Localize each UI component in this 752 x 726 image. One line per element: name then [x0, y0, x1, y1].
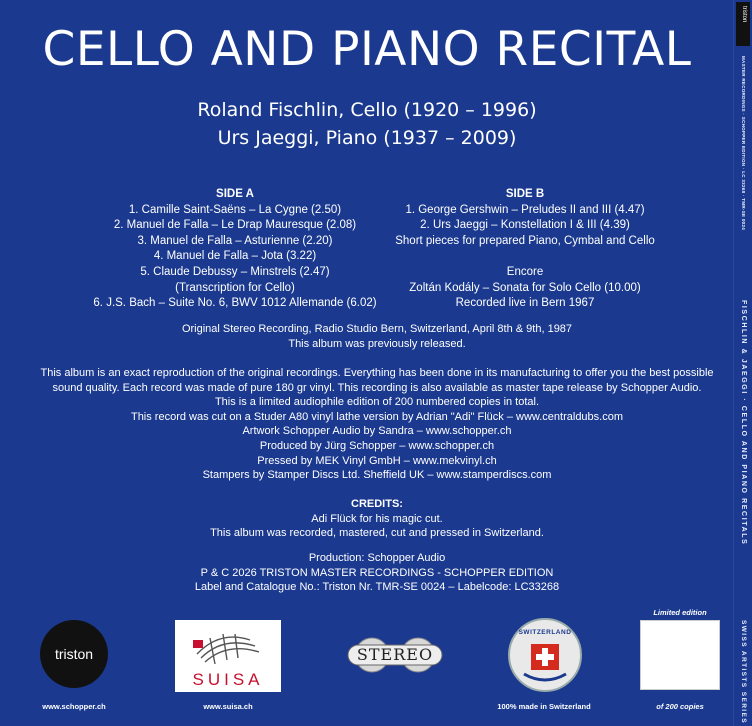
suisa-logo	[175, 620, 281, 692]
credit-line: Adi Flück for his magic cut.	[311, 512, 443, 525]
artist-cello: Roland Fischlin, Cello (1920 – 1996)	[197, 99, 537, 121]
side-a-tracklist	[70, 187, 400, 312]
encore-header: Encore	[506, 265, 544, 278]
track-line: 6. J.S. Bach – Suite No. 6, BWV 1012 Allemande (6.02)	[93, 297, 377, 310]
artist-piano: Urs Jaeggi, Piano (1937 – 2009)	[217, 127, 517, 149]
track-line: 1. Camille Saint-Saëns – La Cygne (2.50)	[128, 203, 342, 216]
track-line: 3. Manuel de Falla – Asturienne (2.20)	[137, 234, 333, 247]
label-info	[20, 551, 734, 595]
track-line: (Transcription for Cello)	[175, 281, 295, 294]
side-b-tracklist	[380, 187, 670, 312]
swiss-made-logo	[508, 618, 582, 692]
label-line: P & C 2026 TRISTON MASTER RECORDINGS - SCHOPPER EDITION	[200, 566, 554, 579]
track-line: 5. Claude Debussy – Minstrels (2.47)	[140, 265, 330, 278]
limited-caption: of 200 copies	[656, 702, 704, 711]
spine-main-text: FISCHLIN & JAEGGI · CELLO AND PIANO RECITALS	[740, 300, 747, 546]
swiss-caption: 100% made in Switzerland	[497, 702, 591, 711]
recording-line: This album was previously released.	[288, 337, 466, 350]
credits-header: CREDITS:	[351, 498, 403, 510]
stereo-logo-text: STEREO	[356, 645, 434, 664]
recording-info	[20, 322, 734, 351]
swiss-ring-text: SWITZERLAND	[518, 629, 572, 636]
note-line: This album is an exact reproduction of the original recordings. Everything has been done in its manufacturing to offer you the best possible	[40, 367, 714, 379]
note-line: Stampers by Stamper Discs Ltd. Sheffield UK – www.stamperdiscs.com	[202, 469, 552, 482]
note-line: Produced by Jürg Schopper – www.schopper.ch	[259, 439, 495, 452]
stereo-logo	[342, 636, 448, 674]
side-b-header: SIDE B	[505, 188, 545, 200]
triston-logo-text: triston	[54, 646, 94, 662]
note-line: Pressed by MEK Vinyl GmbH – www.mekvinyl.ch	[257, 454, 497, 467]
recording-line: Original Stereo Recording, Radio Studio Bern, Switzerland, April 8th & 9th, 1987	[181, 323, 573, 335]
note-line: Artwork Schopper Audio by Sandra – www.schopper.ch	[242, 425, 512, 438]
track-line: 2. Manuel de Falla – Le Drap Mauresque (2.08)	[113, 219, 357, 232]
track-line: 4. Manuel de Falla – Jota (3.22)	[153, 250, 317, 263]
logo-row	[0, 608, 734, 726]
side-a-header: SIDE A	[216, 188, 254, 200]
limited-edition-label: Limited edition	[653, 608, 707, 617]
spine-triston-logo	[736, 2, 750, 46]
track-line: Zoltán Kodály – Sonata for Solo Cello (10.00)	[409, 281, 641, 294]
credits-block	[20, 497, 734, 541]
note-line: This is a limited audiophile edition of 200 numbered copies in total.	[214, 396, 540, 409]
suisa-caption: www.suisa.ch	[203, 702, 253, 711]
artists-block	[0, 96, 734, 152]
triston-logo	[40, 620, 108, 688]
suisa-logo-text: SUISA	[192, 670, 264, 689]
label-line: Production: Schopper Audio	[308, 552, 446, 564]
spine-small-text: MASTER RECORDINGS · SCHOPPER EDITION · LC 33268 · TMR-SE 0024	[741, 56, 746, 231]
spine-bottom-text: SWISS ARTISTS SERIES	[740, 620, 747, 724]
swiss-flag-icon	[510, 620, 580, 690]
note-line: sound quality. Each record was made of pure 180 gr vinyl. This recording is also available as master tape release by Schopper Audio.	[52, 381, 702, 394]
album-title: CELLO AND PIANO RECITAL	[42, 22, 692, 77]
track-line: Short pieces for prepared Piano, Cymbal and Cello	[395, 234, 655, 247]
production-notes	[20, 366, 734, 483]
track-line: 2. Urs Jaeggi – Konstellation I & III (4.39)	[420, 219, 630, 232]
label-line: Label and Catalogue No.: Triston Nr. TMR-SE 0024 – Labelcode: LC33268	[194, 581, 560, 594]
track-spacer	[380, 249, 670, 265]
copy-number-box	[640, 620, 720, 690]
credit-line: This album was recorded, mastered, cut and pressed in Switzerland.	[210, 527, 544, 540]
note-line: This record was cut on a Studer A80 vinyl lathe version by Adrian "Adi" Flück – www.centraldubs.com	[130, 410, 624, 423]
track-line: Recorded live in Bern 1967	[455, 297, 595, 310]
spine-logo-text: triston	[741, 6, 747, 23]
triston-caption: www.schopper.ch	[42, 702, 106, 711]
spine	[733, 0, 752, 726]
track-line: 1. George Gershwin – Preludes II and III (4.47)	[405, 203, 645, 216]
